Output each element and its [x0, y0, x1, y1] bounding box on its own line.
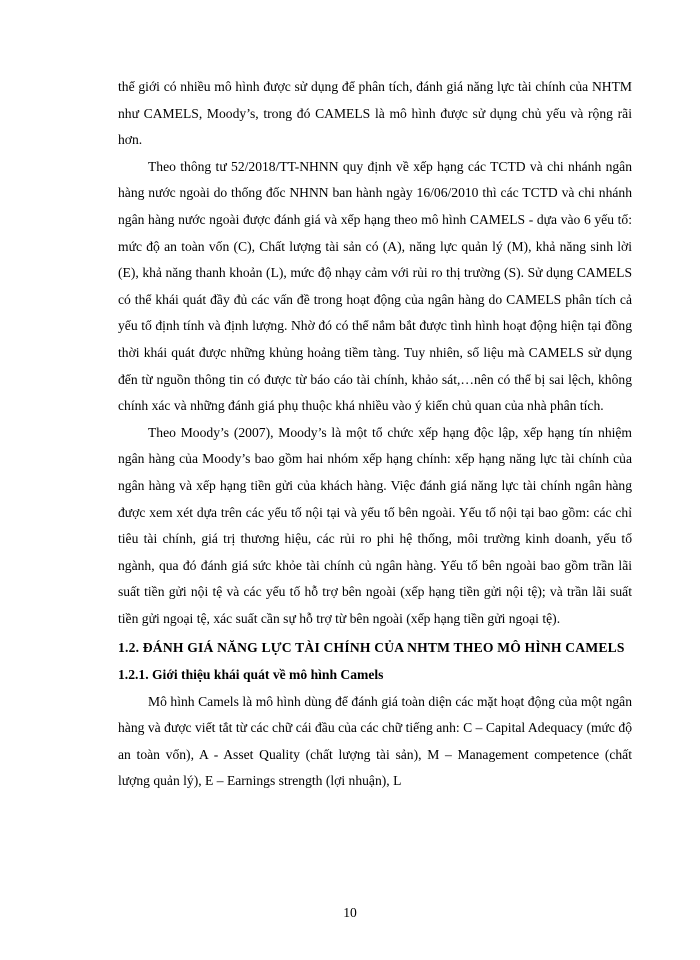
paragraph-camels-intro: Mô hình Camels là mô hình dùng để đánh giá toàn diện các mặt hoạt động của một ngân hàng và được viết tắt từ các chữ cái đầu của các chữ tiếng anh: C – Capital Adequacy (mức độ an toàn vốn), A - Asset Quality (chất lượng tài sản), M – Management competence (chất lượng quản lý), E – Earnings strength (lợi nhuận), L — [118, 693, 632, 789]
paragraph-circular-52: Theo thông tư 52/2018/TT-NHNN quy định về xếp hạng các TCTD và chi nhánh ngân hàng nước ngoài do thống đốc NHNN ban hành ngày 16/06/2010 thì các TCTD và chi nhánh ngân hàng nước ngoài được đánh giá và xếp hạng theo mô hình CAMELS - dựa vào 6 yếu tố: mức độ an toàn vốn (C), Chất lượng tài sản có (A), năng lực quản lý (M), khả năng sinh lời (E), khả năng thanh khoản (L), mức độ nhạy cảm với rủi ro thị trường (S). Sử dụng CAMELS có thể khái quát đầy đủ các vấn đề trong hoạt động của ngân hàng do CAMELS phân tích cả yếu tố định tính và định lượng. Nhờ đó có thể nắm bắt được tình hình hoạt động hiện tại đồng thời khái quát được những khủng hoảng tiềm tàng. Tuy nhiên, số liệu mà CAMELS sử dụng đến từ nguồn thông tin có được từ báo cáo tài chính, khảo sát,…nên có thể bị sai lệch, không chính xác và những đánh giá phụ thuộc khá nhiều vào ý kiến chủ quan của nhà phân tích. — [118, 158, 632, 414]
page-body — [118, 74, 632, 795]
subsection-heading: 1.2.1. Giới thiệu khái quát về mô hình Camels — [118, 667, 384, 683]
section-heading: 1.2. ĐÁNH GIÁ NĂNG LỰC TÀI CHÍNH CỦA NHTM THEO MÔ HÌNH CAMELS — [118, 640, 625, 656]
paragraph-intro-continuation: thế giới có nhiều mô hình được sử dụng để phân tích, đánh giá năng lực tài chính của NHTM như CAMELS, Moody’s, trong đó CAMELS là mô hình được sử dụng chủ yếu và rộng rãi hơn. — [118, 79, 632, 148]
page-number: 10 — [343, 905, 357, 920]
paragraph-moodys: Theo Moody’s (2007), Moody’s là một tổ chức xếp hạng độc lập, xếp hạng tín nhiệm ngân hàng của Moody’s bao gồm hai nhóm xếp hạng chính: xếp hạng năng lực tài chính của ngân hàng và xếp hạng tiền gửi của khách hàng. Việc đánh giá năng lực tài chính ngân hàng được xem xét dựa trên các yếu tố nội tại và yếu tố bên ngoài. Yếu tố nội tại bao gồm: các chỉ tiêu tài chính, giá trị thương hiệu, các rủi ro phi hệ thống, môi trường kinh doanh, yếu tố ngành, qua đó đánh giá sức khỏe tài chính củ ngân hàng. Yếu tố bên ngoài bao gồm trần lãi suất tiền gửi nội tệ và các yếu tố hỗ trợ bên ngoài (xếp hạng tiền gửi nội tệ); và trần lãi suất tiền gửi ngoại tệ, xác suất cần sự hỗ trợ từ bên ngoài (xếp hạng tiền gửi ngoại tệ). — [118, 424, 632, 626]
